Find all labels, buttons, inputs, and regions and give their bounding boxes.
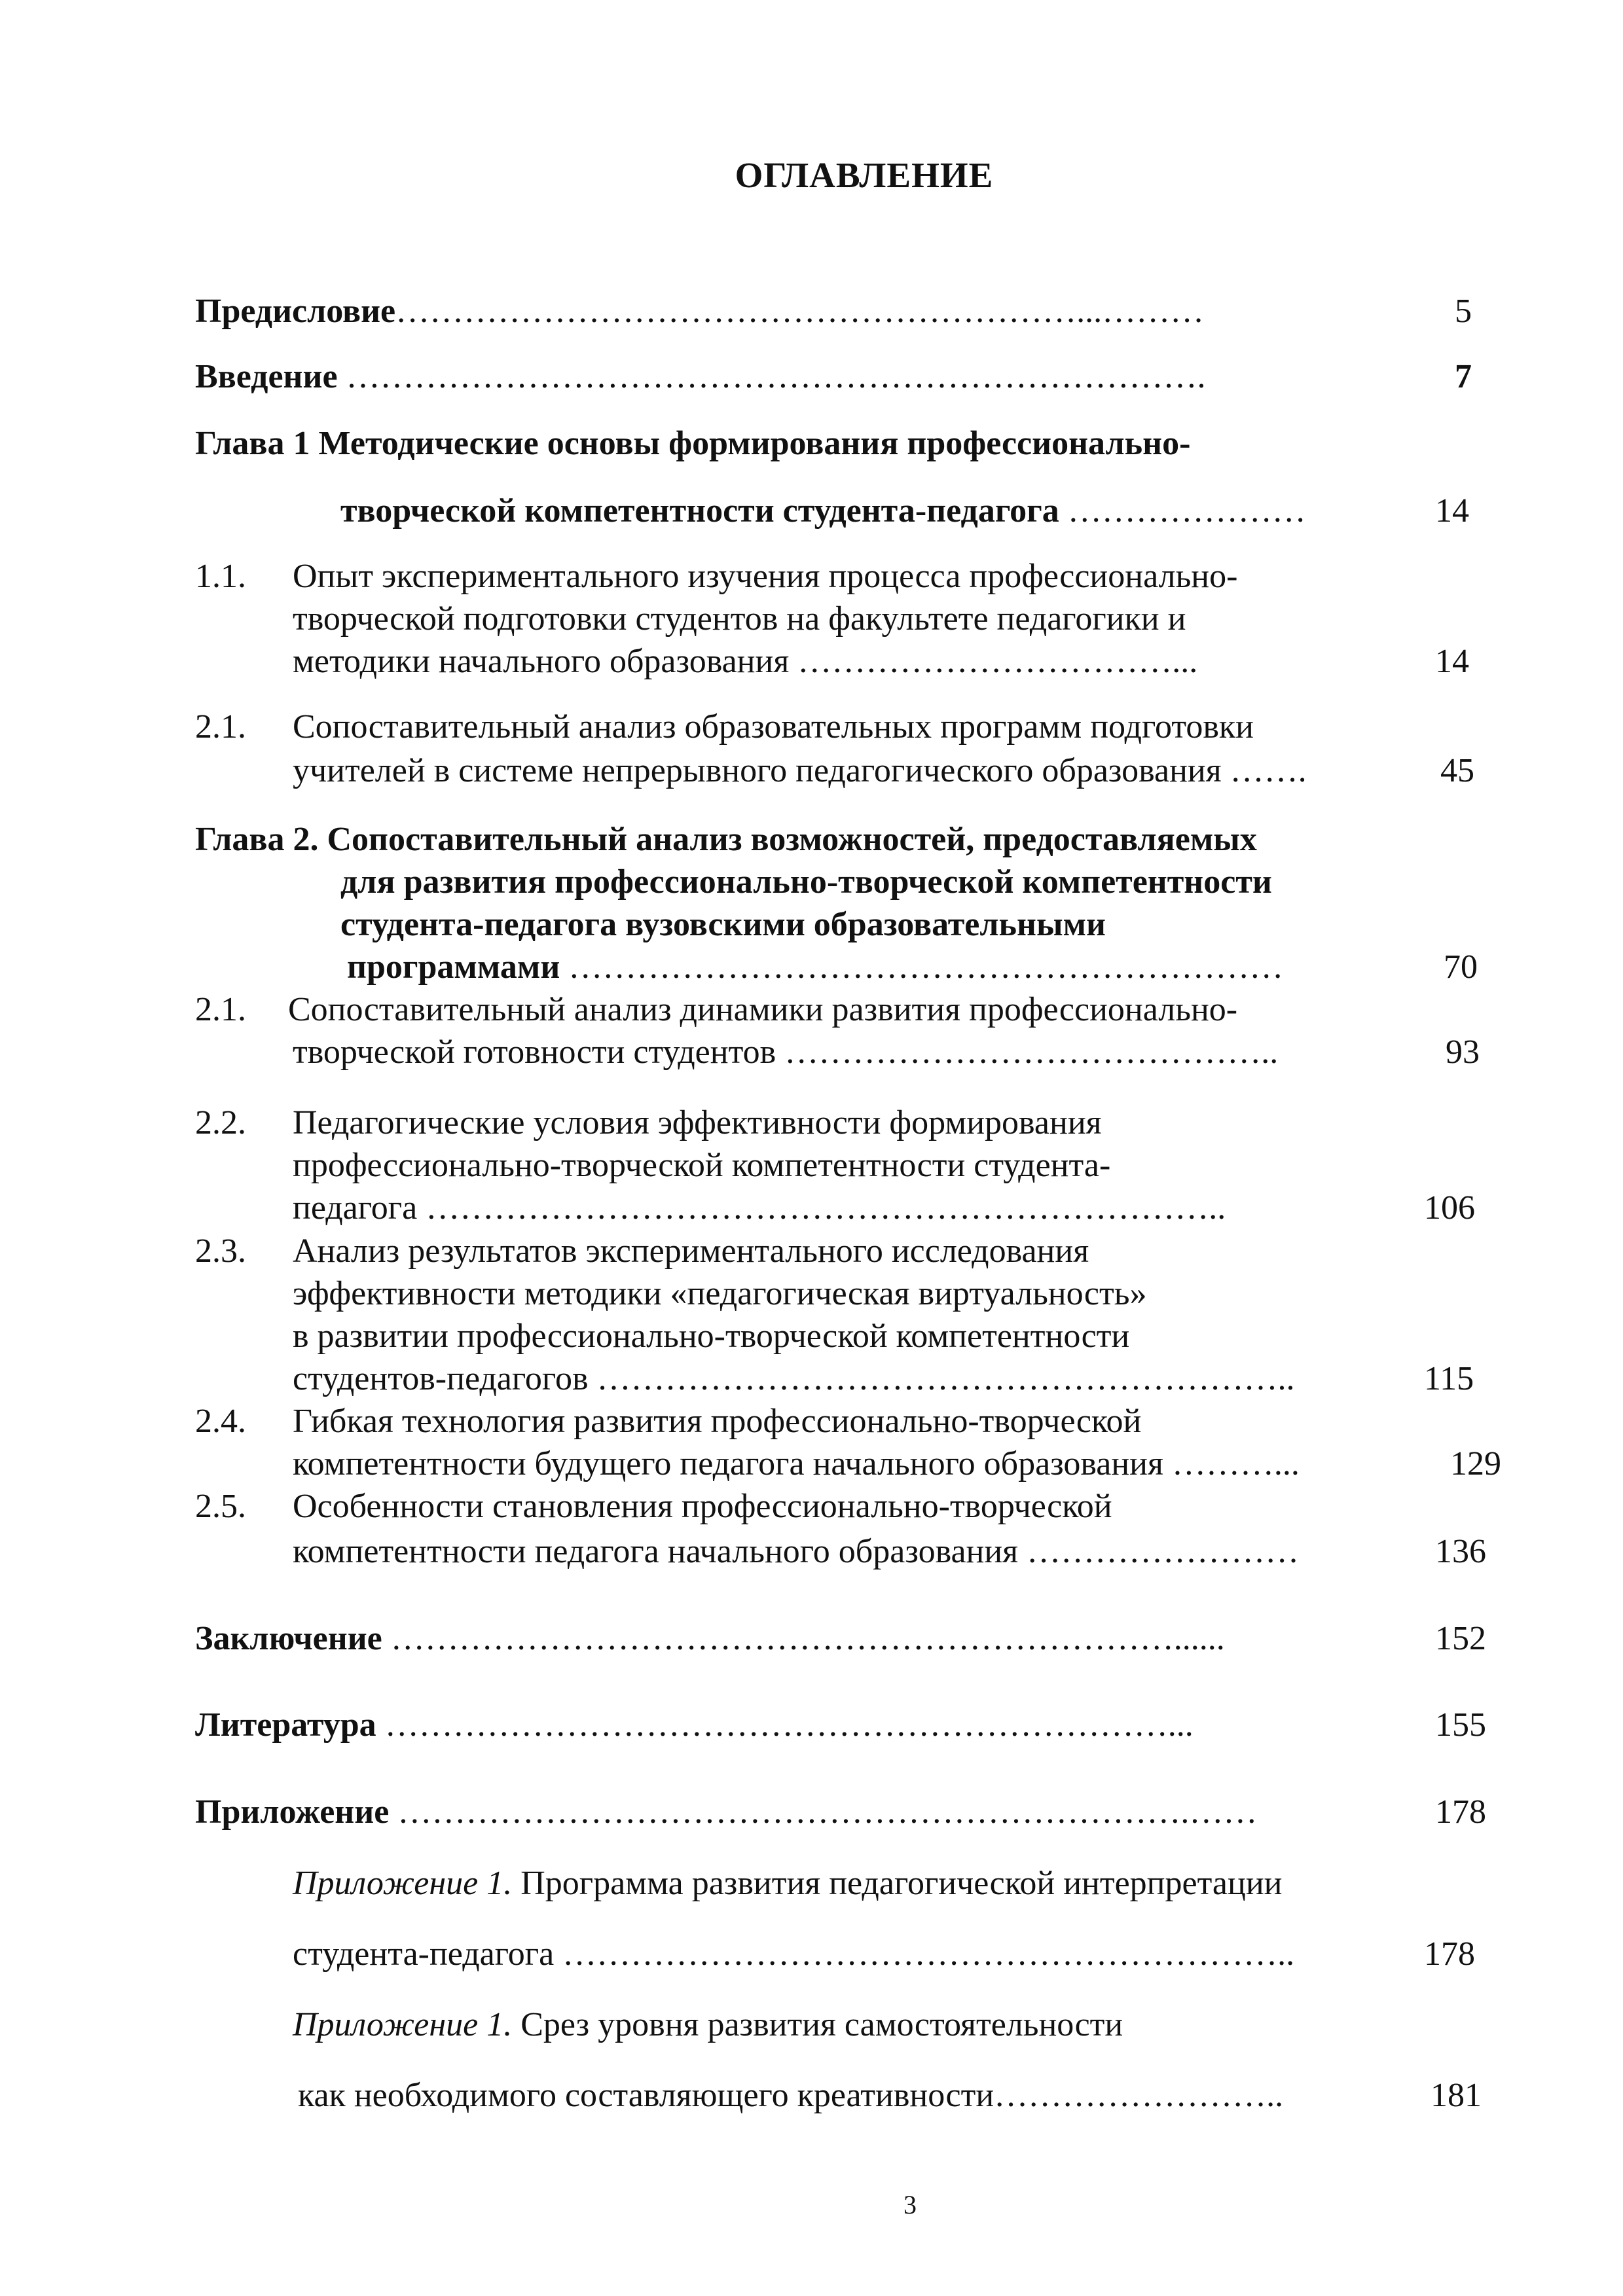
toc-entry-label: методики начального образования bbox=[293, 643, 790, 680]
toc-dots: …………………………………………………………………. bbox=[346, 358, 1206, 395]
toc-section-line bbox=[293, 754, 1307, 788]
toc-page-number: 155 bbox=[1435, 1706, 1486, 1744]
toc-entry-label: компетентности педагога начального образования bbox=[293, 1533, 1019, 1570]
toc-appendix-label: Приложение 1. bbox=[293, 1865, 513, 1902]
toc-dots: …………………….. bbox=[994, 2077, 1284, 2114]
toc-page-number: 129 bbox=[1450, 1445, 1501, 1482]
toc-dots: …………………………………….. bbox=[784, 1033, 1279, 1071]
toc-appendix-line bbox=[293, 1867, 1283, 1901]
toc-page-number: 152 bbox=[1435, 1620, 1486, 1657]
toc-entry-label: студента-педагога bbox=[293, 1935, 555, 1973]
toc-chapter-2-line: Глава 2. Сопоставительный анализ возможностей, предоставляемых bbox=[195, 821, 1257, 858]
toc-section-line: Опыт экспериментального изучения процесса профессионально- bbox=[293, 558, 1238, 595]
toc-section-number: 2.5. bbox=[195, 1488, 246, 1525]
toc-section-line: в развитии профессионально-творческой компетентности bbox=[293, 1318, 1130, 1355]
toc-entry-label: педагога bbox=[293, 1189, 418, 1227]
toc-section-line bbox=[293, 1535, 1299, 1569]
toc-appendix-line bbox=[293, 1937, 1294, 1971]
toc-entry-label: творческой компетентности студента-педагога bbox=[340, 492, 1059, 529]
toc-section-line bbox=[293, 1447, 1300, 1481]
toc-entry-literature bbox=[195, 1708, 1194, 1742]
toc-dots: ……………………………………………………… bbox=[568, 948, 1284, 986]
toc-chapter-1-line: Глава 1 Методические основы формирования профессионально- bbox=[195, 425, 1191, 462]
toc-page-number: 181 bbox=[1431, 2077, 1482, 2114]
toc-entry-label: Программа развития педагогической интерпретации bbox=[512, 1865, 1283, 1902]
toc-page-number: 14 bbox=[1435, 643, 1469, 680]
toc-dots: ………………… bbox=[1067, 492, 1306, 529]
toc-chapter-2-line: студента-педагога вузовскими образовательными bbox=[340, 906, 1106, 943]
toc-section-number: 2.1. bbox=[195, 708, 246, 745]
toc-page-number: 5 bbox=[1455, 293, 1472, 330]
toc-section-number: 2.3. bbox=[195, 1232, 246, 1270]
toc-section-line: Гибкая технология развития профессионально-творческой bbox=[293, 1403, 1142, 1440]
toc-section-line bbox=[293, 1035, 1278, 1069]
toc-entry-label: Предисловие bbox=[195, 293, 396, 330]
toc-entry-label: Приложение bbox=[195, 1793, 390, 1831]
toc-page-number: 70 bbox=[1444, 948, 1478, 986]
toc-section-line bbox=[293, 1362, 1295, 1396]
toc-appendix-label: Приложение 1. bbox=[293, 2006, 513, 2043]
toc-dots: …………………………………………………………….…… bbox=[397, 1793, 1258, 1831]
toc-entry-label: творческой готовности студентов bbox=[293, 1033, 776, 1071]
toc-entry-label: учителей в системе непрерывного педагогического образования bbox=[293, 752, 1222, 789]
toc-entry-label: Введение bbox=[195, 358, 338, 395]
toc-page-number: 178 bbox=[1435, 1793, 1486, 1831]
toc-dots: ……………………………………………………...……… bbox=[395, 293, 1205, 330]
toc-appendix-line bbox=[293, 2008, 1123, 2042]
toc-section-line: Сопоставительный анализ динамики развития профессионально- bbox=[288, 991, 1238, 1028]
toc-page-number: 115 bbox=[1424, 1360, 1474, 1397]
toc-dots: ……………………………………………………………... bbox=[384, 1706, 1194, 1744]
toc-entry-label: Срез уровня развития самостоятельности bbox=[512, 2006, 1123, 2043]
toc-section-line: профессионально-творческой компетентности студента- bbox=[293, 1147, 1111, 1184]
toc-dots: …………………………………………………….. bbox=[596, 1360, 1295, 1397]
toc-section-number: 2.2. bbox=[195, 1104, 246, 1141]
toc-section-line: Педагогические условия эффективности формирования bbox=[293, 1104, 1102, 1141]
toc-entry-preface bbox=[195, 295, 1204, 329]
toc-dots: ……………………………………………………….. bbox=[562, 1935, 1295, 1973]
toc-dots: ……. bbox=[1230, 752, 1307, 789]
toc-page-number: 106 bbox=[1424, 1189, 1475, 1227]
toc-entry-introduction bbox=[195, 360, 1206, 394]
toc-dots: …………………… bbox=[1027, 1533, 1300, 1570]
toc-dots: …………………………………………………………….. bbox=[426, 1189, 1226, 1227]
toc-entry-conclusion bbox=[195, 1622, 1225, 1656]
toc-dots: ……………………………... bbox=[797, 643, 1198, 680]
toc-section-number: 1.1. bbox=[195, 558, 246, 595]
toc-section-line: Анализ результатов экспериментального исследования bbox=[293, 1232, 1089, 1270]
toc-page-number: 7 bbox=[1455, 358, 1472, 395]
toc-chapter-2-line: для развития профессионально-творческой компетентности bbox=[340, 863, 1272, 901]
toc-dots: ……………………………………………………………...... bbox=[390, 1620, 1225, 1657]
toc-chapter-2-line bbox=[347, 950, 1283, 984]
toc-section-line bbox=[293, 645, 1197, 679]
toc-section-line: творческой подготовки студентов на факультете педагогики и bbox=[293, 600, 1186, 637]
toc-entry-label: компетентности будущего педагога начального образования bbox=[293, 1445, 1163, 1482]
toc-section-number: 2.1. bbox=[195, 991, 246, 1028]
toc-entry-label: студентов-педагогов bbox=[293, 1360, 589, 1397]
toc-page-number: 178 bbox=[1424, 1935, 1475, 1973]
toc-chapter-1-line bbox=[340, 494, 1306, 528]
toc-section-line: Особенности становления профессионально-творческой bbox=[293, 1488, 1112, 1525]
toc-page-number: 93 bbox=[1446, 1033, 1480, 1071]
toc-page-number: 45 bbox=[1440, 752, 1474, 789]
toc-page-number: 14 bbox=[1435, 492, 1469, 529]
toc-entry-label: программами bbox=[347, 948, 560, 986]
toc-section-line bbox=[293, 1191, 1226, 1225]
toc-section-number: 2.4. bbox=[195, 1403, 246, 1440]
toc-dots: ………... bbox=[1171, 1445, 1300, 1482]
toc-entry-label: Заключение bbox=[195, 1620, 382, 1657]
toc-appendix-line bbox=[298, 2079, 1283, 2113]
page-title: ОГЛАВЛЕНИЕ bbox=[735, 155, 994, 195]
toc-section-line: эффективности методики «педагогическая виртуальность» bbox=[293, 1275, 1147, 1312]
toc-entry-label: Литература bbox=[195, 1706, 376, 1744]
toc-entry-appendix bbox=[195, 1795, 1257, 1829]
page-number: 3 bbox=[903, 2190, 917, 2219]
toc-section-line: Сопоставительный анализ образовательных программ подготовки bbox=[293, 708, 1254, 745]
toc-page-number: 136 bbox=[1435, 1533, 1486, 1570]
toc-entry-label: как необходимого составляющего креативности bbox=[298, 2077, 994, 2114]
